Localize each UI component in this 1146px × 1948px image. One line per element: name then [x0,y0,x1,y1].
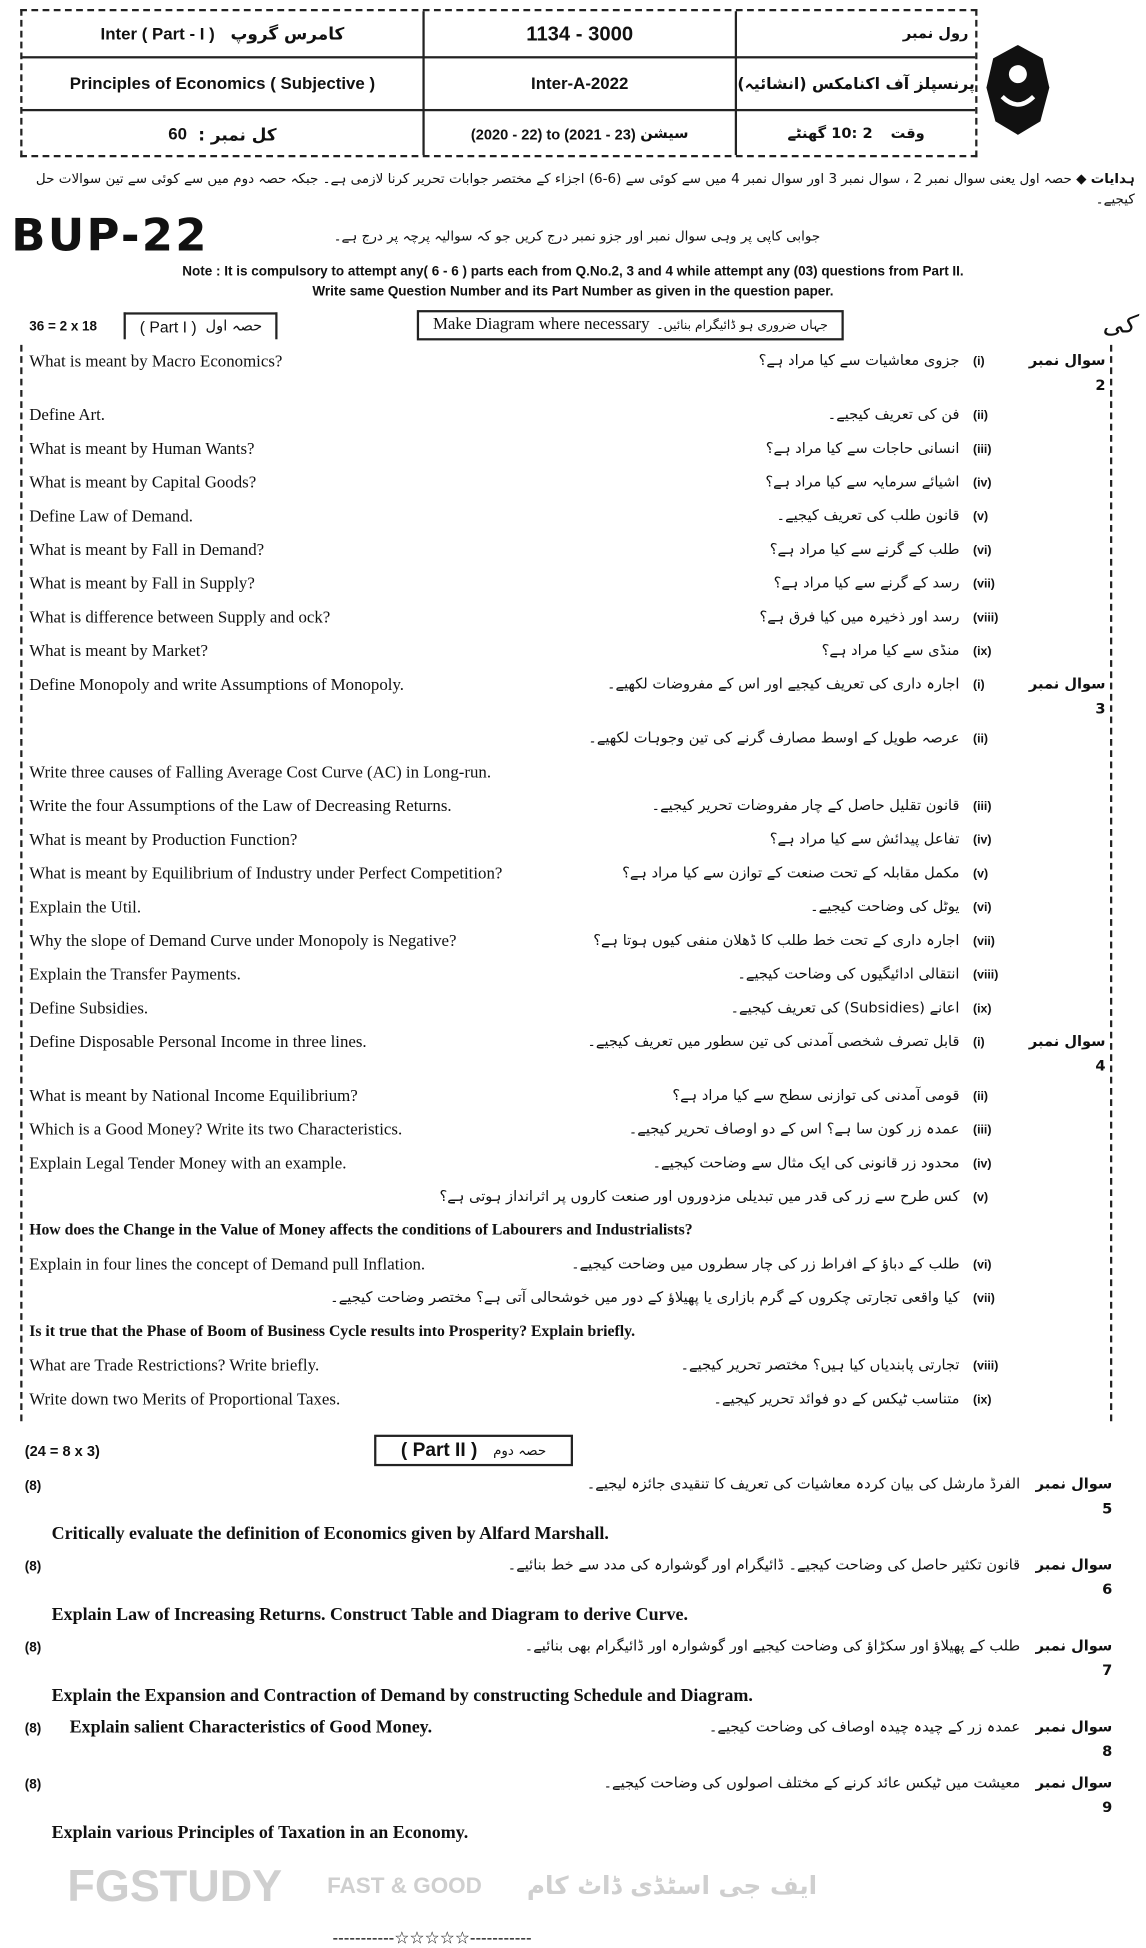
question-marks: (8) [24,1720,42,1736]
question-marks: (8) [24,1558,42,1575]
roll-no-label: رول نمبر [902,25,969,43]
question-english: Explain the Expansion and Contraction of Demand by constructing Schedule and Diagram. [51,1686,753,1706]
diagram-note-urdu: جہاں ضروری ہو ڈائیگرام بنائیں۔ [656,317,828,333]
watermark-brand: FGSTUDY [67,1861,283,1912]
question-english: What is meant by National Income Equilibrium? [29,1087,358,1106]
part-number: (vi) [972,543,992,558]
instructions-text: حصہ اول یعنی سوال نمبر 2 ، سوال نمبر 3 اور سوال نمبر 4 میں سے کوئی سے (6-6) اجزاء کے مختصر جوابات تحریر کرنا لازمی ہے۔ جبکہ حصہ دوم میں سے کوئی سے تین سوالات حل کیجیے۔ [35,170,1135,207]
question-english: Define Subsidies. [29,999,149,1018]
part1-label: ( Part I ) [139,317,197,336]
part2-question [25,1635,1113,1709]
question-english: What is meant by Production Function? [29,831,298,850]
question-row [22,1352,1110,1386]
question-row [22,792,1110,826]
part-number: (ix) [972,1002,992,1016]
question-urdu: عمدہ زر کے چیدہ چیدہ اوصاف کی وضاحت کیجیے۔ [708,1718,1021,1736]
subject-english: Principles of Economics ( Subjective ) [69,74,376,94]
question-english: Explain the Transfer Payments. [29,966,241,985]
part2-header [25,1435,1146,1466]
class-label: Inter ( Part - I ) [100,24,215,44]
question-urdu: تفاعل پیدائش سے کیا مراد ہے؟ [769,831,960,849]
note-line-2: Write same Question Number and its Part Number as given in the question paper. [312,283,834,299]
question-row [22,1250,1110,1284]
header-area [20,9,1146,157]
question-row [22,893,1110,927]
time-value: 2 :10 گھنٹے [787,125,873,143]
question-english: What is meant by Market? [29,642,208,661]
question-row [22,401,1110,435]
part-number: (viii) [972,1359,999,1373]
question-number: سوال نمبر 6 [1035,1557,1113,1599]
part2-question-list [0,1473,1146,1846]
question-english: What are Trade Restrictions? Write briefly. [29,1357,320,1376]
question-marks: (8) [24,1477,42,1494]
question-number: سوال نمبر 5 [1035,1476,1113,1518]
question-row [22,468,1110,502]
part-number: (i) [972,678,985,693]
question-urdu: عرصہ طویل کے اوسط مصارف گرنے کی تین وجوہات لکھیے۔ [588,730,960,748]
diagram-note-box [417,310,843,340]
question-english: What is meant by Capital Goods? [29,474,257,493]
question-english: Define Art. [29,406,106,425]
part2-marks: (24 = 8 x 3) [24,1442,100,1459]
question-english: Explain Law of Increasing Returns. Construct Table and Diagram to derive Curve. [51,1605,689,1625]
question-english: Define Monopoly and write Assumptions of Monopoly. [29,676,405,695]
question-english: What is difference between Supply and ock? [29,608,331,627]
question-number: سوال نمبر 8 [1035,1718,1113,1761]
question-urdu: قابل تصرف شخصی آمدنی کی تین سطور میں تعریف کیجیے۔ [587,1033,960,1051]
question-english: Define Law of Demand. [29,507,193,526]
question-english: Explain in four lines the concept of Demand pull Inflation. [29,1256,426,1275]
question-marks: (8) [24,1776,42,1792]
part-number: (v) [972,510,989,524]
part2-label: ( Part II ) [400,1439,478,1461]
question-row [22,1149,1110,1183]
question-row [22,570,1110,604]
total-marks-label: کل نمبر : [198,124,277,145]
part2-question [25,1716,1113,1765]
part2-question [25,1554,1113,1628]
question-english: Write three causes of Falling Average Cost Curve (AC) in Long-run. [29,763,492,782]
part2-question-row [25,1772,1113,1821]
instructions-row [11,211,1135,260]
question-row [22,671,1110,725]
exam-name: Inter-A-2022 [531,74,629,94]
part-number: (i) [972,355,985,369]
part2-question [25,1772,1113,1846]
question-urdu: طلب کے پھیلاؤ اور سکڑاؤ کی وضاحت کیجیے اور گوشوارہ اور ڈائیگرام بھی بنائیے۔ [524,1638,1021,1655]
watermark-tagline: FAST & GOOD [327,1873,482,1899]
part2-question-row [25,1554,1113,1603]
part2-question-row [25,1716,1113,1765]
question-row [22,961,1110,995]
part2-question-row [25,1635,1113,1684]
question-english: What is meant by Human Wants? [29,440,255,459]
part1-marks: 36 = 2 x 18 [29,317,98,334]
question-english: What is meant by Equilibrium of Industry under Perfect Competition? [29,865,503,884]
question-english: Is it true that the Phase of Boom of Business Cycle results into Prosperity? Explain briefly. [29,1323,636,1341]
part-number: (vii) [972,934,995,949]
part-number: (iii) [972,442,992,457]
instructions [11,169,1135,302]
question-urdu: رسد اور ذخیرہ میں کیا فرق ہے؟ [759,608,960,626]
instructions-label: ہدایات [1090,170,1135,187]
handwritten-code: BUP-22 [11,210,209,262]
part-number: (vii) [972,577,995,591]
question-row [22,502,1110,536]
question-row [22,1318,1110,1352]
question-urdu: رسد کے گرنے سے کیا مراد ہے؟ [773,575,960,593]
question-urdu: جزوی معاشیات سے کیا مراد ہے؟ [758,352,960,370]
part1-label-box [124,312,278,339]
question-row [22,1116,1110,1150]
part-number: (ii) [972,732,989,747]
question-english: How does the Change in the Value of Money affects the conditions of Labourers and Industrialists? [29,1222,693,1240]
question-urdu: اعانے (Subsidies) کی تعریف کیجیے۔ [730,999,960,1017]
question-english: Explain the Util. [29,898,142,917]
question-row [22,758,1110,792]
question-row [22,1217,1110,1251]
watermark-urdu: ایف جی اسٹڈی ڈاٹ کام [526,1872,818,1901]
question-urdu: تجارتی پابندیاں کیا ہیں؟ مختصر تحریر کیجیے۔ [680,1357,960,1375]
instructions-line-2: جوابی کاپی پر وہی سوال نمبر اور جزو نمبر درج کریں جو کہ سوالیہ پرچہ پر درج ہے۔ [333,228,821,244]
session-label: سیشن [640,125,689,143]
part-number: (v) [972,1190,989,1205]
part-number: (viii) [972,968,999,982]
part1-label-urdu: حصہ اول [205,317,263,335]
question-row [22,536,1110,570]
question-number: سوال نمبر 2 [1028,352,1106,395]
question-urdu: انسانی حاجات سے کیا مراد ہے؟ [765,440,960,458]
question-number: سوال نمبر 3 [1028,676,1106,718]
question-urdu: اشیائے سرمایہ سے کیا مراد ہے؟ [765,474,960,491]
question-row [22,435,1110,469]
question-row [22,1284,1110,1318]
question-urdu: متناسب ٹیکس کے دو فوائد تحریر کیجیے۔ [713,1390,960,1408]
question-urdu: یوٹل کی وضاحت کیجیے۔ [810,898,960,916]
question-urdu: قانون تقلیل حاصل کے چار مفروضات تحریر کیجیے۔ [651,797,960,815]
question-english: Explain Legal Tender Money with an example. [29,1154,347,1173]
part-number: (iv) [972,1157,992,1171]
question-urdu: الفرڈ مارشل کی بیان کردہ معاشیات کی تعریف کا تنقیدی جائزہ لیجیے۔ [586,1476,1021,1494]
question-row [22,1082,1110,1116]
instructions-line-1: ہدایات ◆ حصہ اول یعنی سوال نمبر 2 ، سوال نمبر 3 اور سوال نمبر 4 میں سے کوئی سے (6-6) اجزاء کے مختصر جوابات تحریر کرنا لازمی ہے۔ جبکہ حصہ دوم میں سے کوئی سے تین سوالات حل کیجیے۔ [35,170,1135,207]
question-english: Critically evaluate the definition of Economics given by Alfard Marshall. [51,1524,609,1544]
question-urdu: قومی آمدنی کی توازنی سطح سے کیا مراد ہے؟ [672,1087,960,1105]
watermark [67,1862,1146,1913]
subject-urdu: پرنسپلز آف اکنامکس (انشائیہ) [737,74,975,93]
part-number: (viii) [972,611,999,625]
question-english: What is meant by Fall in Demand? [29,541,265,560]
question-urdu: فن کی تعریف کیجیے۔ [827,406,960,424]
question-urdu: کیا واقعی تجارتی چکروں کے گرم بازاری یا پھیلاؤ کے دور میں خوشحالی آتی ہے؟ مختصر وضاحت کیجیے۔ [330,1289,960,1307]
question-row [22,826,1110,860]
part2-question [25,1473,1113,1547]
question-urdu: محدود زر قانونی کی ایک مثال سے وضاحت کیجیے۔ [652,1154,960,1172]
question-english: What is meant by Fall in Supply? [29,575,255,594]
question-row [22,994,1110,1028]
total-marks: 60 [168,124,188,144]
part2-label-box [374,1435,573,1466]
part2-label-urdu: حصہ دوم [493,1442,547,1459]
group-label: کامرس گروپ [230,23,345,44]
question-urdu: اجارہ داری کی تعریف کیجیے اور اس کے مفروضات لکھیے۔ [606,676,960,694]
margin-mark: کی [1102,311,1135,340]
paper-code: 1134 - 3000 [526,21,634,45]
question-english: Why the slope of Demand Curve under Monopoly is Negative? [29,932,457,951]
question-urdu: مکمل مقابلہ کے تحت صنعت کے توازن سے کیا مراد ہے؟ [622,865,960,882]
question-urdu: عمدہ زر کون سا ہے؟ اس کے دو اوصاف تحریر کیجیے۔ [628,1121,960,1139]
question-urdu: معیشت میں ٹیکس عائد کرنے کے مختلف اصولوں کی وضاحت کیجیے۔ [603,1775,1021,1792]
part-number: (vi) [972,901,992,915]
question-number: سوال نمبر 7 [1035,1638,1113,1680]
note-line-1: Note : It is compulsory to attempt any( 6 - 6 ) parts each from Q.No.2, 3 and 4 while attempt any (03) questions from Part II. [182,262,964,279]
question-number: سوال نمبر 4 [1028,1033,1106,1076]
part-number: (ix) [972,1393,992,1407]
part-number: (iv) [972,833,992,848]
question-urdu: قانون تکثیر حاصل کی وضاحت کیجیے۔ ڈائیگرام اور گوشوارہ کی مدد سے خط بنائیے۔ [507,1557,1021,1575]
board-logo-icon [984,43,1051,137]
part-number: (iii) [972,799,992,814]
question-english: What is meant by Macro Economics? [29,352,283,371]
question-urdu: طلب کے گرنے سے کیا مراد ہے؟ [769,541,960,559]
part-number: (ii) [972,1089,989,1104]
question-row [22,927,1110,961]
part-number: (i) [972,1035,985,1050]
question-english: Write the four Assumptions of the Law of Decreasing Returns. [29,797,452,816]
diagram-note: Make Diagram where necessary [432,315,650,334]
question-row [22,1385,1110,1419]
question-urdu: طلب کے دباؤ کے افراط زر کی چار سطروں میں وضاحت کیجیے۔ [571,1256,960,1273]
session: (2020 - 22) to (2021 - 23) [470,125,636,143]
question-english: Define Disposable Personal Income in three lines. [29,1033,367,1052]
part-number: (vii) [972,1292,995,1306]
question-row [22,603,1110,637]
question-row [22,725,1110,759]
question-row [22,637,1110,671]
time-label: وقت [890,125,925,143]
part1-question-list [20,345,1112,1421]
question-urdu: قانون طلب کی تعریف کیجیے۔ [776,507,960,525]
question-number: سوال نمبر 9 [1035,1775,1113,1817]
question-urdu: کس طرح سے زر کی قدر میں تبدیلی مزدوروں اور صنعت کاروں پر اثرانداز ہوتی ہے؟ [439,1188,960,1206]
part-number: (iii) [972,1123,992,1137]
question-urdu: منڈی سے کیا مراد ہے؟ [821,642,960,660]
part2-question-row [25,1473,1113,1522]
question-row [22,859,1110,893]
footer-stars: -----------☆☆☆☆☆----------- [332,1929,532,1948]
header-table [20,9,977,157]
question-english: Write down two Merits of Proportional Taxes. [29,1390,341,1409]
question-row [22,1183,1110,1217]
question-urdu: اجارہ داری کے تحت خط طلب کا ڈھلان منفی کیوں ہوتا ہے؟ [593,932,960,950]
question-english: Which is a Good Money? Write its two Characteristics. [29,1121,403,1140]
part-number: (ii) [972,408,989,423]
part1-header [29,310,1135,340]
question-english: Explain various Principles of Taxation in an Economy. [51,1823,469,1843]
question-row [22,347,1110,401]
question-row [22,1028,1110,1082]
question-english: Explain salient Characteristics of Good Money. [69,1717,433,1737]
part-number: (vi) [972,1258,992,1272]
part-number: (v) [972,867,989,881]
part-number: (iv) [972,476,992,490]
question-marks: (8) [24,1639,42,1655]
part-number: (ix) [972,644,992,659]
question-urdu: انتقالی ادائیگیوں کی وضاحت کیجیے۔ [737,966,960,984]
